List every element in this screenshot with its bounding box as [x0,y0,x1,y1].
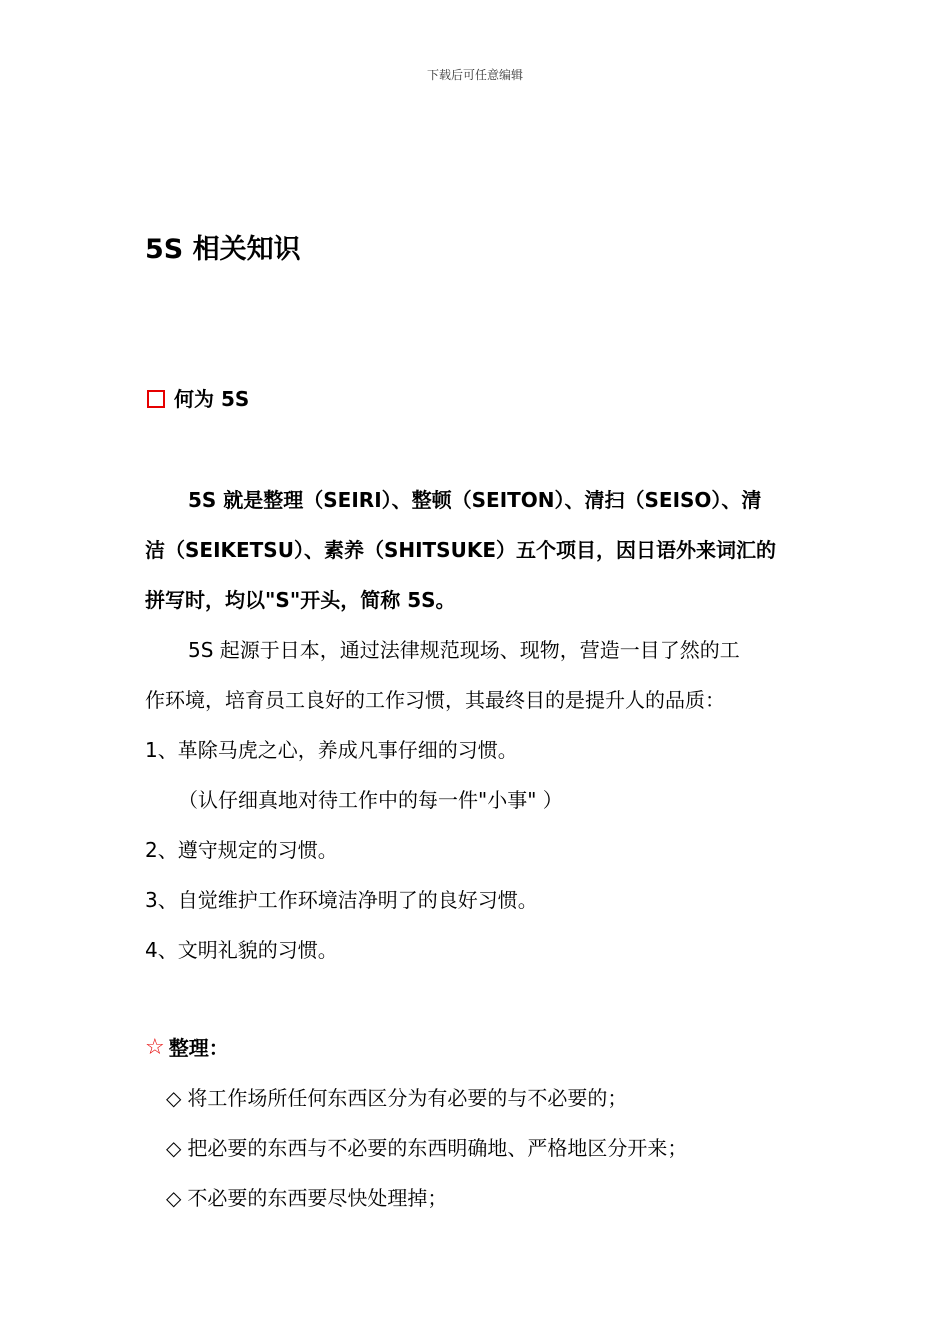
definition-line-3: 拼写时，均以"S"开头，简称 5S。 [145,588,456,612]
seiri-item [166,1083,627,1113]
point-2: 2、遵守规定的习惯。 [145,838,338,862]
section-heading-seiri [145,1034,229,1062]
point-3: 3、自觉维护工作环境洁净明了的良好习惯。 [145,888,538,912]
section-heading-what-is-5s [145,385,249,413]
origin-line-1: 5S 起源于日本，通过法律规范现场、现物，营造一目了然的工 [188,638,740,662]
diamond-bullet-icon: ◇ [166,1186,182,1210]
seiri-item [166,1183,447,1213]
seiri-item [166,1133,687,1163]
point-4: 4、文明礼貌的习惯。 [145,938,338,962]
seiri-item-text: 将工作场所任何东西区分为有必要的与不必要的； [187,1086,628,1110]
point-1: 1、革除马虎之心，养成凡事仔细的习惯。 [145,738,518,762]
document-title: 5S 相关知识 [145,234,301,265]
diamond-bullet-icon: ◇ [166,1136,182,1160]
definition-line-1: 5S 就是整理（SEIRI）、整顿（SEITON）、清扫（SEISO）、清 [188,488,762,512]
diamond-bullet-icon: ◇ [166,1086,182,1110]
seiri-item-text: 不必要的东西要尽快处理掉； [187,1186,448,1210]
star-icon: ☆ [145,1035,165,1060]
section-heading-text: 何为 5S [174,387,250,411]
origin-line-2: 作环境，培育员工良好的工作习惯，其最终目的是提升人的品质： [145,688,725,712]
section-heading-text: 整理： [168,1036,229,1060]
seiri-item-text: 把必要的东西与不必要的东西明确地、严格地区分开来； [187,1136,688,1160]
square-bullet-icon [147,390,165,408]
point-1-note: （认仔细真地对待工作中的每一件"小事" ） [178,788,563,812]
definition-line-2: 洁（SEIKETSU）、素养（SHITSUKE）五个项目，因日语外来词汇的 [145,538,776,562]
page-header: 下载后可任意编辑 [426,68,523,82]
